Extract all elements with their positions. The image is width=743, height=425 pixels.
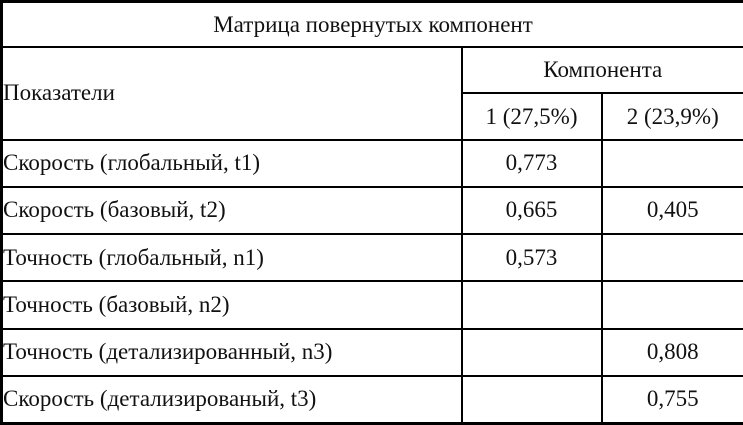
row-label: Скорость (базовый, t2) xyxy=(2,187,462,234)
row-value-component-2: 0,808 xyxy=(602,329,743,376)
table-row xyxy=(2,281,743,328)
table-title-row xyxy=(2,2,743,48)
row-label: Точность (глобальный, n1) xyxy=(2,234,462,281)
column-header-component-2: 2 (23,9%) xyxy=(602,93,743,139)
row-value-component-2 xyxy=(602,234,743,281)
column-group-header-component: Компонента xyxy=(462,47,743,93)
row-label: Точность (базовый, n2) xyxy=(2,281,462,328)
column-header-component-1: 1 (27,5%) xyxy=(462,93,602,139)
row-label: Точность (детализированный, n3) xyxy=(2,329,462,376)
row-value-component-1 xyxy=(462,376,602,424)
row-value-component-1: 0,773 xyxy=(462,140,602,187)
row-value-component-2 xyxy=(602,281,743,328)
row-value-component-1 xyxy=(462,281,602,328)
table-row xyxy=(2,140,743,187)
row-value-component-1: 0,665 xyxy=(462,187,602,234)
table-row xyxy=(2,376,743,424)
row-label: Скорость (детализированый, t3) xyxy=(2,376,462,424)
header-row-component xyxy=(2,47,743,93)
row-value-component-1 xyxy=(462,329,602,376)
table-row xyxy=(2,187,743,234)
row-label: Скорость (глобальный, t1) xyxy=(2,140,462,187)
table-row xyxy=(2,234,743,281)
row-value-component-2: 0,405 xyxy=(602,187,743,234)
row-value-component-2: 0,755 xyxy=(602,376,743,424)
table-title: Матрица повернутых компонент xyxy=(2,2,743,48)
row-value-component-1: 0,573 xyxy=(462,234,602,281)
table-row xyxy=(2,329,743,376)
column-header-indicators: Показатели xyxy=(2,47,462,139)
row-value-component-2 xyxy=(602,140,743,187)
